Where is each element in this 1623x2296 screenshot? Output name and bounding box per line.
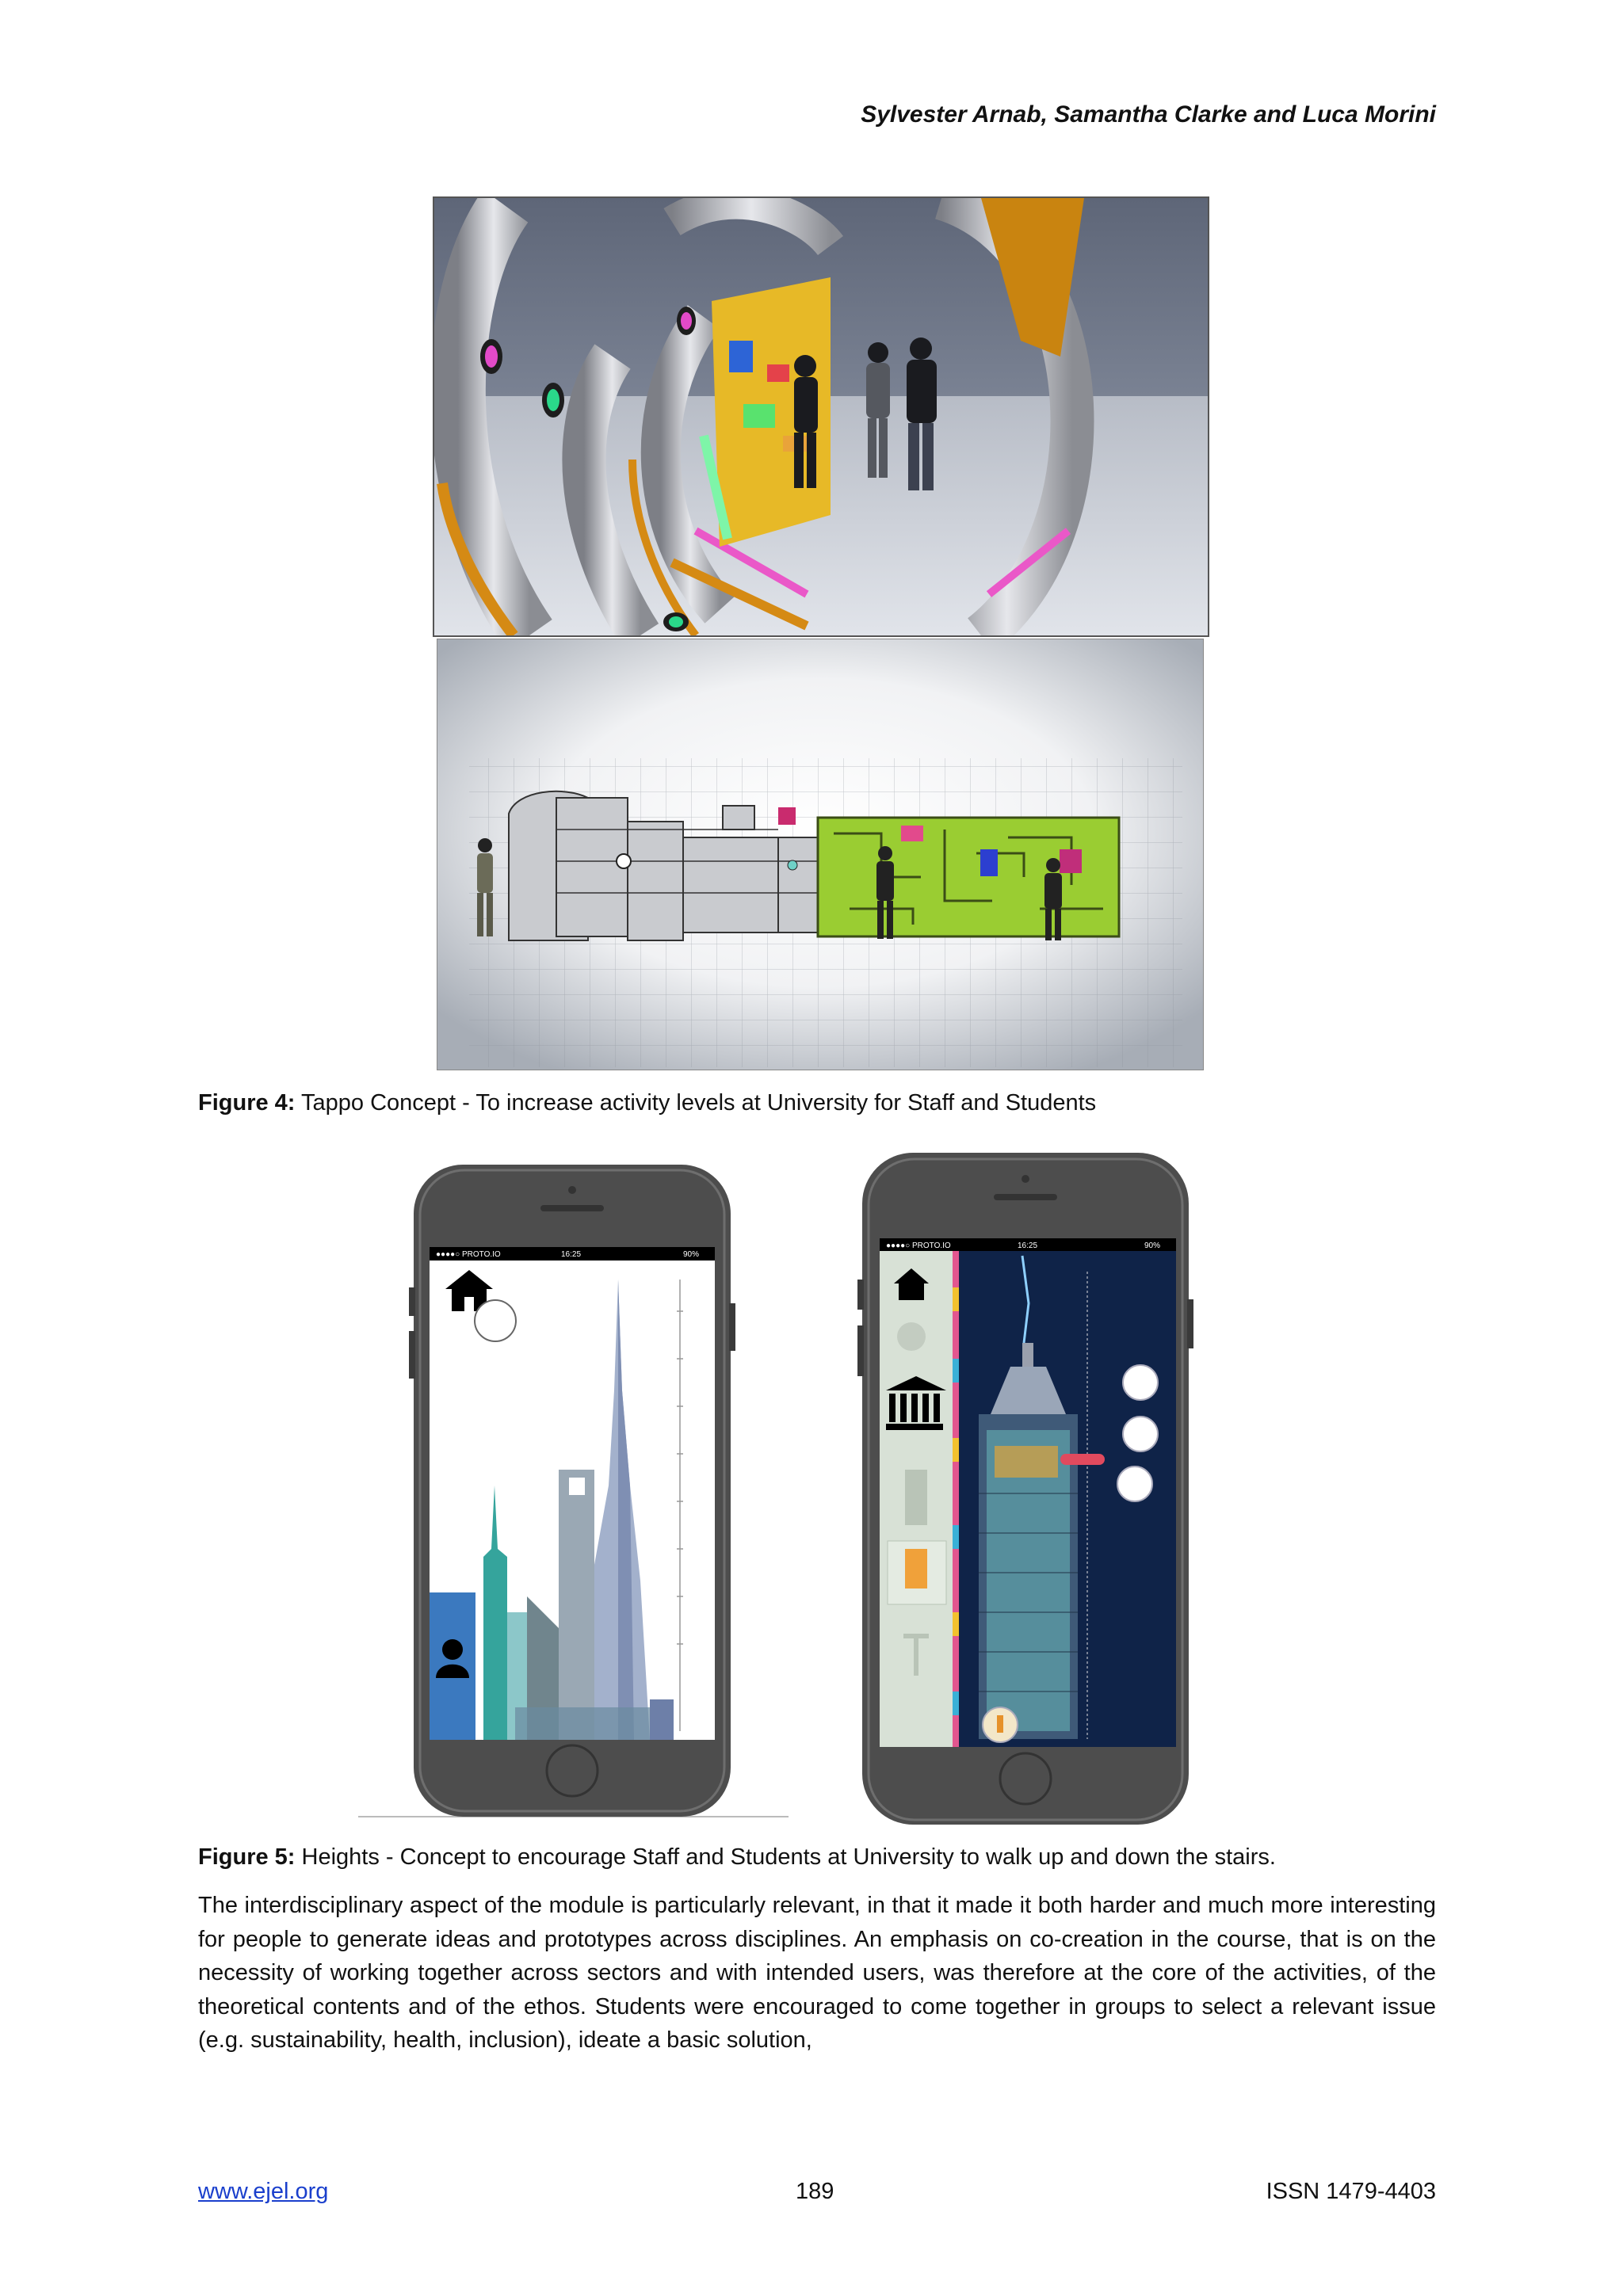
heights-phone-mockups [357, 1153, 1197, 1826]
person-icon[interactable] [442, 1639, 463, 1660]
phone-right [857, 1153, 1193, 1825]
footer-issn: ISSN 1479-4403 [1266, 2179, 1436, 2204]
figure4-caption [198, 1087, 1434, 1119]
sidebar-tower-icon[interactable] [905, 1470, 927, 1525]
left-status-time: 16:25 [561, 1250, 582, 1259]
footer-page-number: 189 [796, 2179, 834, 2204]
running-header-authors: Sylvester Arnab, Samantha Clarke and Luca Morini [861, 101, 1436, 128]
figure5-caption [198, 1841, 1434, 1873]
figure4-sketch-image [437, 639, 1204, 1070]
body-paragraph: The interdisciplinary aspect of the module is particularly relevant, in that it made it both harder and much more interesting for people to generate ideas and prototypes across disciplines. An emphasis on co-creation in the course, that is on the necessity of working together across sectors and with intended users, was therefore at the core of the activities, of the theoretical contents and of the ethos. Students were encouraged to come together in groups to select a relevant issue (e.g. sustainability, health, inclusion), ideate a basic solution, [198, 1893, 1436, 2053]
tappo-render-illustration [434, 198, 1208, 635]
right-status-carrier: ●●●●○ PROTO.IO [886, 1241, 951, 1250]
weather-snow-icon[interactable] [1123, 1417, 1158, 1451]
left-status-battery: 90% [683, 1250, 700, 1259]
footer-website-link[interactable]: www.ejel.org [198, 2179, 329, 2204]
sidebar-gear-icon[interactable] [897, 1322, 926, 1351]
tappo-sketch-illustration [437, 639, 1203, 1070]
figure5-label: Figure 5: [198, 1844, 296, 1870]
figure5-phones-image [357, 1153, 1197, 1826]
right-status-battery: 90% [1144, 1241, 1161, 1250]
toggle-circle-icon[interactable] [475, 1300, 516, 1341]
figure4-label: Figure 4: [198, 1090, 296, 1116]
figure4-render-image [433, 196, 1209, 637]
right-status-time: 16:25 [1018, 1241, 1038, 1250]
weather-storm-icon[interactable] [1123, 1365, 1158, 1400]
figure4-caption-text: Tappo Concept - To increase activity levels at University for Staff and Students [295, 1090, 1097, 1116]
sidebar-active-building-icon[interactable] [905, 1549, 927, 1589]
figure5-caption-text: Heights - Concept to encourage Staff and Students at University to walk up and down the stairs. [295, 1844, 1276, 1870]
phone-left [409, 1165, 735, 1817]
left-status-carrier: ●●●●○ PROTO.IO [436, 1250, 501, 1259]
lime-maze-wall [818, 818, 1119, 936]
settings-wrench-icon[interactable] [1117, 1466, 1152, 1501]
